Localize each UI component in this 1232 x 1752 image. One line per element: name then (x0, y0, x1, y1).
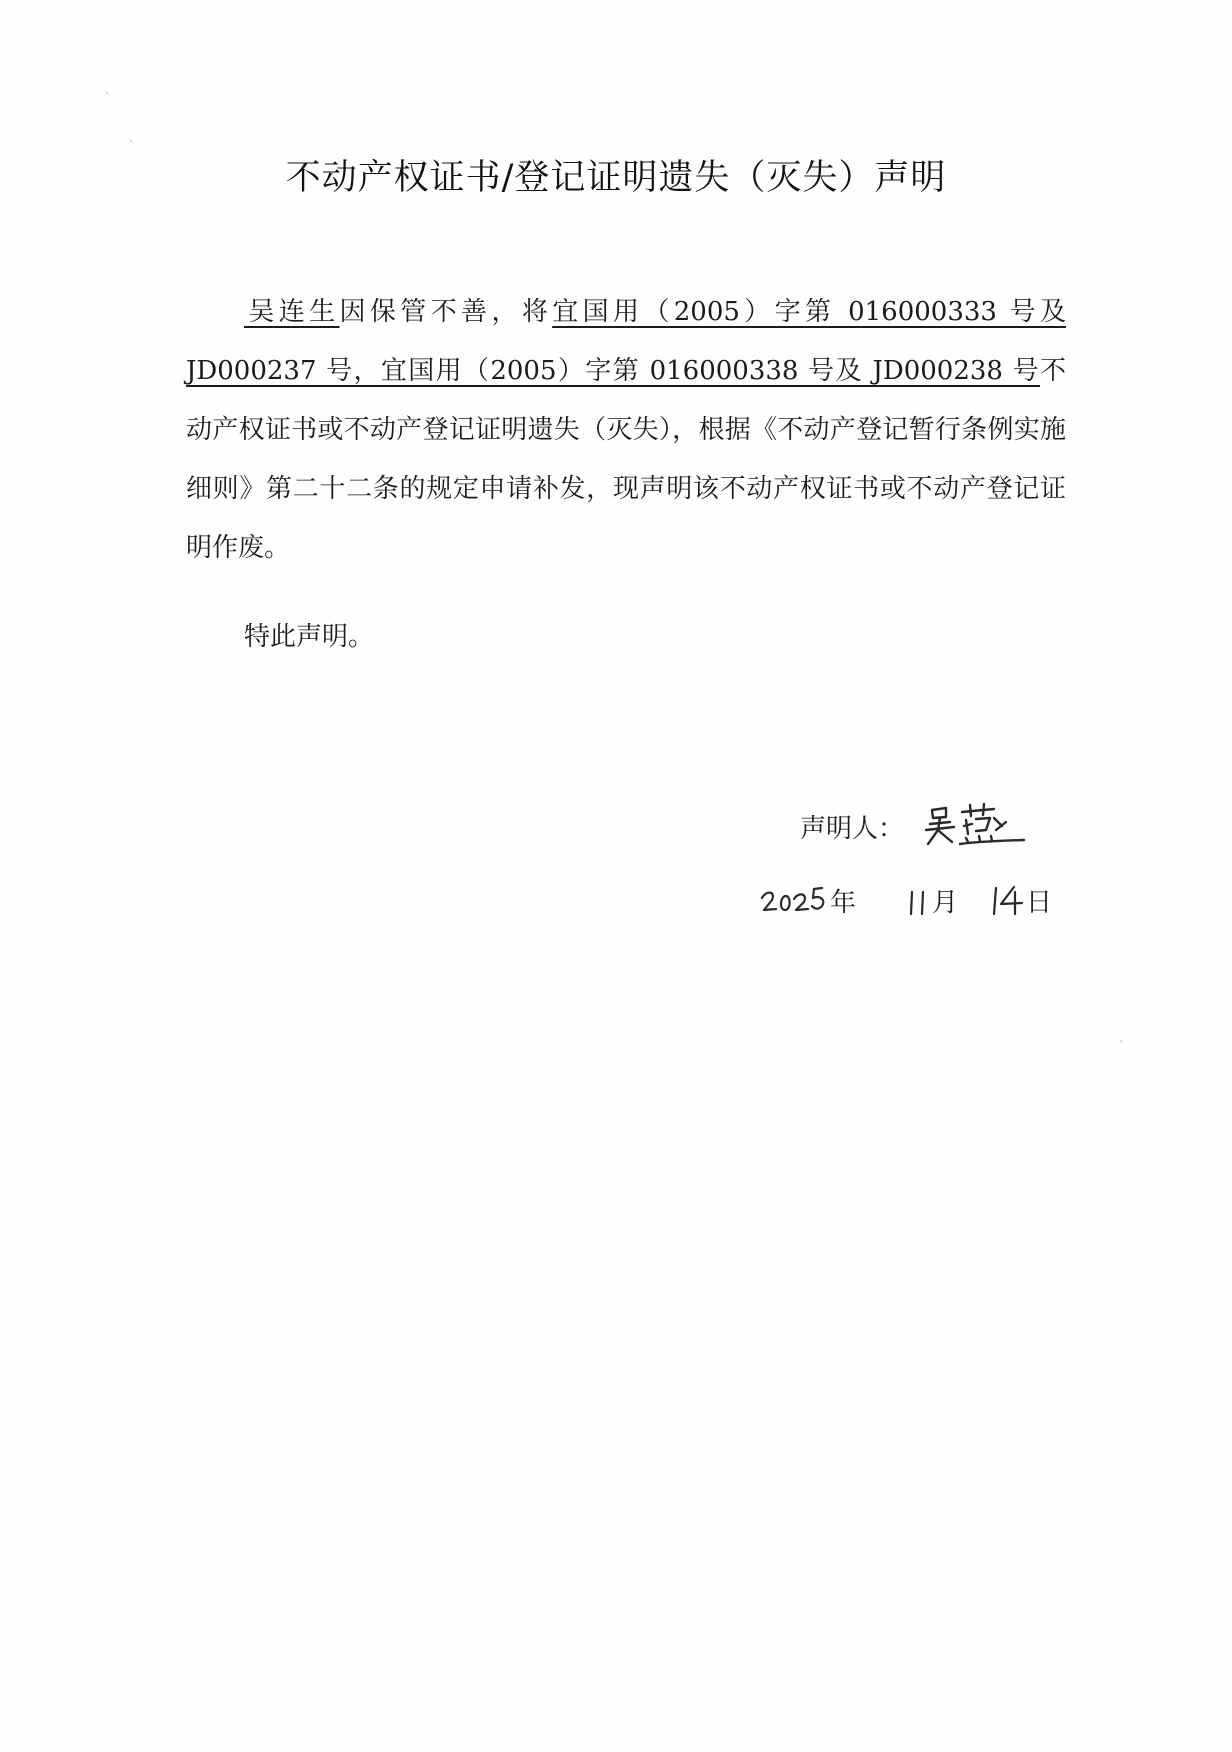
handwritten-signature (924, 800, 1028, 852)
date-month-label: 月 (932, 888, 959, 918)
page-title: 不动产权证书/登记证明遗失（灭失）声明 (285, 158, 947, 198)
date-year-label: 年 (830, 888, 857, 918)
declaration-body (186, 283, 1066, 578)
declarant-label: 声明人： (800, 814, 905, 844)
certificate-numbers: 宜国用（2005）字第 016000333 号及 JD000237 号，宜国用（2005）字第 016000338 号及 JD000238 号 (186, 297, 1066, 386)
body-text-intro: 因保管不善，将 (339, 297, 553, 327)
declaration-date (760, 872, 1060, 922)
date-day-label: 日 (1026, 888, 1053, 918)
handwritten-date-numbers (760, 872, 1060, 922)
scan-speck (1120, 1040, 1122, 1042)
scan-speck (106, 92, 108, 94)
scan-speck (130, 140, 132, 142)
declarant-name: 吴连生 (244, 297, 340, 327)
closing-statement: 特此声明。 (244, 622, 375, 652)
body-text-main: 不动产权证书或不动产登记证明遗失（灭失），根据《不动产登记暂行条例实施细则》第二十二条的规定申请补发，现声明该不动产权证书或不动产登记证明作废。 (186, 356, 1066, 563)
